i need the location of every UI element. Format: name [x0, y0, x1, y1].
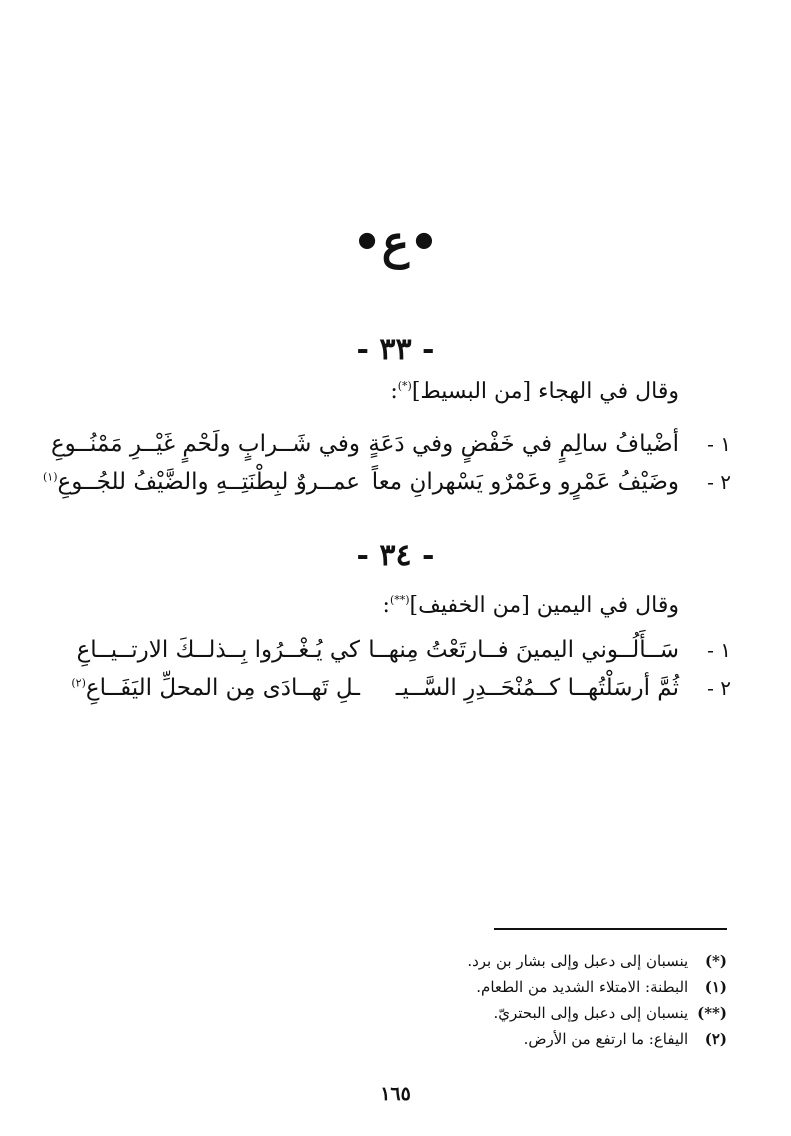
- verse-line: [60, 630, 731, 670]
- poem-intro: [383, 590, 679, 622]
- poem-intro-colon: :: [382, 593, 390, 618]
- footnote-text: اليفاع: ما ارتفع من الأرض.: [523, 1030, 689, 1048]
- verse-first-hemistich: سَــأَلُــوني اليمينَ فــارتَعْتُ مِنهــا: [368, 637, 679, 663]
- footnote-separator: [494, 928, 727, 930]
- verse-number: ٢ -: [707, 470, 731, 494]
- poem-intro-text: وقال في الهجاء [من البسيط]: [411, 379, 679, 404]
- poem-intro: [390, 376, 679, 408]
- verse-second-hemistich-wrap: [60, 668, 360, 708]
- verse-number: ١ -: [707, 432, 731, 456]
- verse-line: [50, 424, 731, 464]
- footnote-item: [347, 974, 727, 1000]
- footnote-reference: (١): [43, 470, 58, 484]
- verse-second-hemistich: عمــروٌ لبِطْنَتِــهِ والضَّيْفُ للجُــوعِ: [57, 469, 360, 495]
- poem-number: - ٣٣ -: [356, 332, 435, 367]
- verse-second-hemistich: وفي شَــرابٍ ولَحْمٍ غَيْــرِ مَمْنُــوعِ: [50, 431, 360, 457]
- footnote-item: [347, 948, 727, 974]
- footnote-marker: (**): [697, 1004, 727, 1022]
- page-number: ١٦٥: [380, 1083, 411, 1105]
- poem-intro-text: وقال في اليمين [من الخفيف]: [409, 593, 679, 618]
- footnote-text: ينسبان إلى دعبل وإلى البحتريّ.: [493, 1004, 689, 1022]
- footnote-marker: (*): [704, 952, 727, 970]
- verse-number: ٢ -: [707, 676, 731, 700]
- verse-second-hemistich-wrap: [43, 462, 360, 502]
- verse-first-hemistich: وضَيْفُ عَمْرٍو وعَمْرٌو يَسْهرانِ معاً: [371, 469, 679, 495]
- poem-intro-colon: :: [390, 379, 398, 404]
- footnote-item: [347, 1000, 727, 1026]
- footnote-text: ينسبان إلى دعبل وإلى بشار بن برد.: [467, 952, 689, 970]
- footnote-marker: (٢): [704, 1030, 727, 1048]
- verse-number: ١ -: [707, 638, 731, 662]
- footnote-reference: (٢): [71, 676, 86, 690]
- footnote-reference: (*): [397, 379, 412, 393]
- verse-first-hemistich: ثُمَّ أرسَلْتُهــا كــمُنْحَــدِرِ السَّــيـ: [395, 675, 679, 701]
- footnote-marker: (١): [704, 978, 727, 996]
- chapter-heading: •ع•: [352, 215, 439, 269]
- footnote-text: البطنة: الامتلاء الشديد من الطعام.: [476, 978, 689, 996]
- verse-first-hemistich: أضْيافُ سالِمٍ في خَفْضٍ وفي دَعَةٍ: [368, 431, 679, 457]
- poem-number: - ٣٤ -: [356, 538, 435, 573]
- footnotes: [347, 948, 727, 1052]
- verse-second-hemistich: كي يُـغْــرُوا بِــذلــكَ الارتــيــاعِ: [76, 637, 360, 663]
- footnote-item: [347, 1026, 727, 1052]
- verse-second-hemistich: ـلِ تَهــادَى مِن المحلِّ اليَفَــاعِ: [85, 675, 360, 701]
- verse-line: [60, 668, 731, 708]
- verse-line: [43, 462, 731, 502]
- footnote-reference: (**): [389, 593, 410, 607]
